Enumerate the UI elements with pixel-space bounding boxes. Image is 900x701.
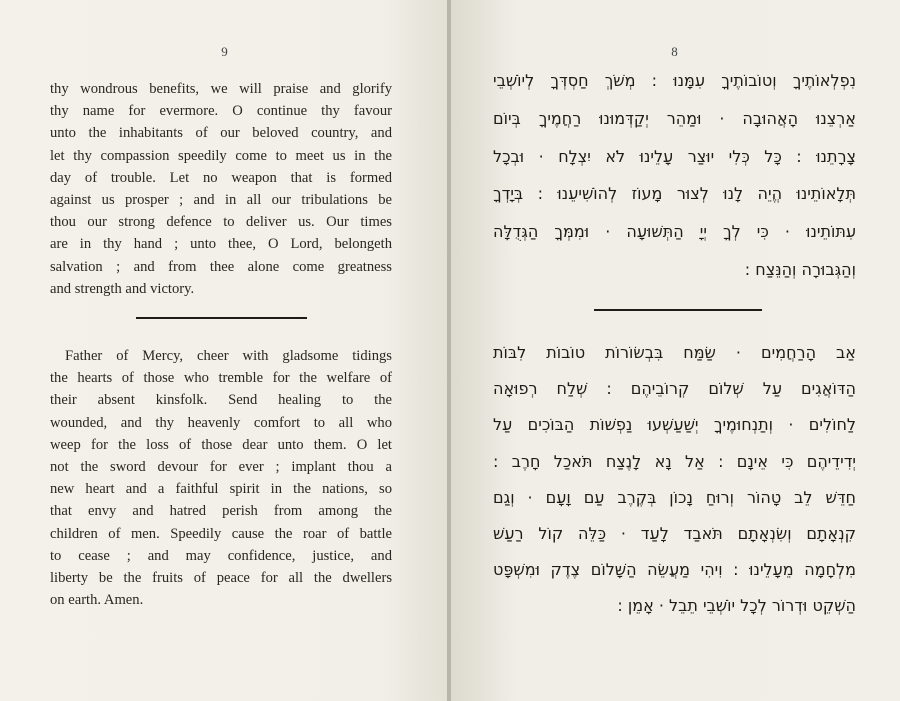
text-line: תְּלָאוֹתֵינוּ הֱיֵה לָנוּ לְצוּר מָעוֹז לְהוֹשִׁיעֵנוּ : בְּיָדְךָ	[493, 184, 856, 204]
text-line: unto the inhabitants of our beloved country, and	[50, 125, 392, 142]
text-line: weep for the loss of those dear unto them. O let	[50, 436, 392, 453]
text-line: let thy compassion speedily come to meet us in the	[50, 147, 392, 164]
text-line: וְהַגְּבוּרָה וְהַנֵּצַח :	[744, 259, 856, 279]
right-page	[449, 0, 900, 701]
text-line: Father of Mercy, cheer with gladsome tidings	[65, 348, 392, 364]
text-line: on earth. Amen.	[50, 592, 144, 609]
text-line: salvation ; and from thee alone come greatness	[50, 258, 392, 275]
text-line: against us prosper ; and in all our tribulations be	[50, 192, 392, 209]
text-line: the hearts of those who tremble for the welfare of	[50, 370, 392, 387]
section-divider-left	[136, 317, 307, 319]
text-line: liberty be the fruits of peace for all the dwellers	[50, 570, 392, 587]
text-line: יְדִידֵיהֶם כִּי אֵינָם : אַל נָא לָנֶצַח תֹּאכַל חָרֶב :	[493, 451, 856, 471]
text-line: נִפְלְאוֹתֶיךָ וְטוֹבוֹתֶיךָ עִמָּנוּ : מְשֹׁךְ חַסְדְּךָ לְיוֹשְׁבֵי	[493, 71, 856, 90]
text-line: that envy and hatred perish from among the	[50, 503, 392, 520]
text-line: thy wondrous benefits, we will praise and glorify	[50, 81, 392, 97]
text-line: new heart and a faithful spirit in the nations, so	[50, 481, 392, 498]
text-line: are in thy hand ; unto thee, O Lord, belongeth	[50, 236, 392, 253]
text-line: thou our strong defence to deliver us. Our times	[50, 214, 392, 231]
english-paragraph-2	[50, 345, 392, 611]
text-line: children of men. Speedily cause the roar of battle	[50, 525, 392, 542]
text-line: הַדּוֹאֲגִים עַל שְׁלוֹם קְרוֹבֵיהֶם : שְׁלַח רְפוּאָה	[493, 379, 856, 399]
text-line: to cease ; and may confidence, justice, and	[50, 547, 392, 564]
text-line: חַדֵּשׁ לֵב טָהוֹר וְרוּחַ נָכוֹן בְּקֶרֶב עַם וָעָם · וְגַם	[493, 487, 856, 507]
text-line: אַב הָרַחֲמִים · שַׂמַּח בִּבְשׂוֹרוֹת טוֹבוֹת לִבּוֹת	[493, 343, 856, 362]
english-paragraph-1	[50, 78, 392, 300]
book-gutter	[447, 0, 451, 701]
text-line: thy name for evermore. O continue thy favour	[50, 103, 392, 120]
text-line: אַרְצֵנוּ הָאֲהוּבָה · וּמַהֵר יְקַדְּמוּנוּ רַחֲמֶיךָ בְּיוֹם	[493, 108, 856, 128]
text-line: not the sword devour for ever ; implant thou a	[50, 459, 392, 476]
left-page-number: 9	[221, 44, 228, 59]
text-line: צָרָתֵנוּ : כָּל כְּלִי יוּצַר עָלֵינוּ לֹא יִצְלָח · וּבְכָל	[493, 146, 856, 166]
text-line: wounded, and thy heavenly comfort to all who	[50, 414, 392, 431]
text-line: לַחוֹלִים · וְתַנְחוּמֶיךָ יְשַׁעַשְׁעוּ נַפְשׁוֹת הַבּוֹכִים עַל	[493, 415, 856, 435]
hebrew-paragraph-2	[493, 335, 856, 615]
text-line: עִתּוֹתֵינוּ · כִּי לְךָ יְיָ הַתְּשׁוּעָה · וּמִמְּךָ הַגְּדֻלָּה	[493, 222, 856, 242]
hebrew-paragraph-1	[493, 62, 856, 289]
text-line: their absent kinsfolk. Send healing to the	[50, 392, 392, 409]
text-line: day of trouble. Let no weapon that is formed	[50, 169, 392, 186]
right-page-number: 8	[671, 44, 678, 59]
section-divider-right	[594, 309, 762, 311]
text-line: מִלְחָמָה מֵעָלֵינוּ : וִיהִי מַעֲשֵׂה הַשָּׁלוֹם צֶדֶק וּמִשְׁפָּט	[493, 560, 856, 580]
left-page	[0, 0, 449, 701]
text-line: and strength and victory.	[50, 280, 195, 297]
text-line: הַשְׁקֵט וּדְרוֹר לְכָל יוֹשְׁבֵי תֵבֵל · אָמֵן :	[617, 596, 856, 616]
text-line: קִנְאָתָם וְשִׂנְאָתָם תֹּאבַד לָעַד · כַּלֵּה קוֹל רַעַשׁ	[493, 524, 856, 544]
